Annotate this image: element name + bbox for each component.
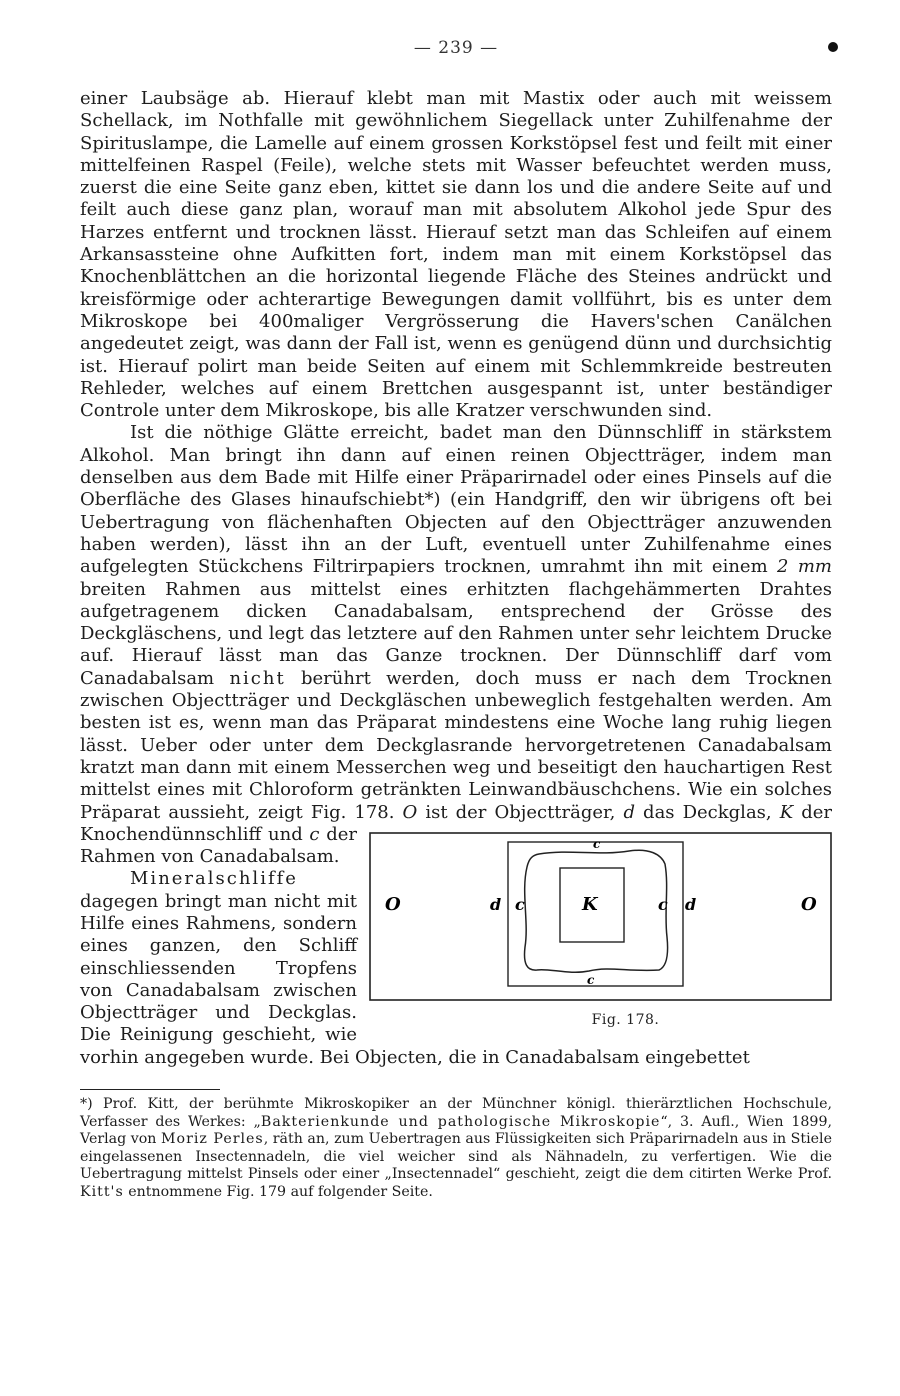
object-slide-outline [370, 833, 831, 1000]
label-O-right: O [801, 893, 817, 915]
footnote-text: “, 3. Aufl., Wien 1899, Verlag von [80, 1113, 832, 1148]
paragraph-text: der Knochendünnschliff und [80, 801, 832, 845]
label-d-left: d [490, 894, 502, 914]
figure-178-diagram [369, 832, 832, 1003]
paragraph-text: das Deckglas, [634, 801, 780, 823]
label-c-right: c [658, 894, 668, 914]
footnote-rule [80, 1089, 220, 1090]
label-d-right: d [685, 894, 697, 914]
paragraph-grinding: einer Laubsäge ab. Hierauf klebt man mit Mastix oder auch mit weissem Schellack, im Nothfalle mit gewöhnlichem Siegellack unter Zuhilfenahme der Spirituslampe, die Lamelle auf einem grossen Korkstöpsel fest und feilt mit einer mittelfeinen Raspel (Feile), welche stets mit Wasser befeuchtet werden muss, zuerst die eine Seite ganz eben, kittet sie dann los und die andere Seite auf und feilt auch diese ganz plan, worauf man mit absolutem Alkohol jede Spur des Harzes entfernt und trocknen lässt. Hierauf setzt man das Schleifen auf einem Arkansassteine ohne Aufkitten fort, indem man mit einem Korkstöpsel das Knochenblättchen an die horizontal liegende Fläche des Steines andrückt und kreisförmige oder achterartige Bewegungen damit vollführt, bis es unter dem Mikroskope bei 400maliger Vergrösserung die Havers'schen Canälchen angedeutet zeigt, was dann der Fall ist, wenn es genügend dünn und durchsichtig ist. Hierauf polirt man beide Seiten auf einem mit Schlemmkreide bestreuten Rehleder, welches auf einem Brettchen ausgespannt ist, unter beständiger Controle unter dem Mikroskope, bis alle Kratzer verschwunden sind. [80, 88, 832, 422]
book-page [80, 38, 832, 1202]
footnote-author: Kitt's [80, 1184, 124, 1201]
label-c-top: c [593, 836, 601, 851]
footnote-publisher: Moriz Perles [161, 1131, 264, 1148]
paragraph-text: dagegen bringt man nicht mit Hilfe eines Rahmens, sondern eines ganzen, den Schliff einschliessenden Tropfens von Canadabalsam zwischen Objectträger und Deckglas. Die Reinigung geschieht, wie vorhin angegeben wurde. Bei Objecten, die in Canadabalsam eingebettet [80, 890, 750, 1068]
figure-caption: Fig. 178. [591, 1011, 660, 1028]
label-O-left: O [385, 893, 401, 915]
emphasis-mineralschliffe: Mineralschliffe [130, 868, 298, 890]
emphasis-nicht: nicht [229, 667, 286, 689]
label-c-ref: c [309, 823, 320, 845]
label-c-bottom: c [587, 972, 595, 987]
footnote [80, 1096, 832, 1202]
footnote-text: entnommene Fig. 179 auf folgender Seite. [123, 1184, 433, 1201]
footnote-text: , räth an, zum Uebertragen aus Flüssigkeiten sich Präparirnadeln aus in Stiele eingelassenen Insectennadeln, die viel weicher sind als Nähnadeln, zu verfertigen. Wie die Uebertragung mittelst Pinsels oder einer „Insectennadel“ geschieht, zeigt die dem citirten Werke Prof. [80, 1131, 832, 1183]
paragraph-text: der Rahmen von Canadabalsam. [80, 823, 357, 868]
label-K: K [582, 893, 598, 915]
label-d-ref: d [623, 801, 635, 823]
unit-mm: 2 mm [777, 556, 833, 578]
label-c-left: c [515, 894, 525, 914]
page-number: — 239 — [413, 38, 499, 58]
footnote-text: *) Prof. Kitt, der berühmte Mikroskopiker an der Münchner königl. thierärztlichen Hochschule, Verfasser des Werkes: „ [80, 1096, 832, 1130]
paragraph-text: ist der Objectträger, [417, 801, 624, 823]
label-O-ref: O [402, 801, 418, 823]
footnote-book-title: Bakterienkunde und pathologische Mikroskopie [260, 1113, 661, 1130]
label-K-ref: K [779, 801, 794, 823]
figure-178 [369, 832, 832, 1031]
page-header [80, 38, 832, 88]
paragraph-text: breiten Rahmen aus mittelst eines erhitzten flachgehämmerten Drahtes aufgetragenem dicken Canadabalsam, entsprechend der Grösse des Deckgläschens, und legt das letztere auf den Rahmen unter sehr leichtem Drucke auf. Hierauf lässt man das Ganze trocknen. Der Dünnschliff darf vom Canadabalsam [80, 578, 832, 689]
paragraph-text: berührt werden, doch muss er nach dem Trocknen zwischen Objectträger und Deckgläschen unbeweglich festgehalten werden. Am besten ist es, wenn man das Präparat mindestens eine Woche lang ruhig liegen lässt. Ueber oder unter dem Deckglasrande hervorgetretenen Canadabalsam kratzt man dann mit einem Messerchen weg und beseitigt den hauchartigen Rest mittelst eines mit Chloroform getränkten Leinwandbäuschchens. Wie ein solches Präparat aussieht, zeigt Fig. 178. [80, 667, 832, 823]
paragraph-text: Ist die nöthige Glätte erreicht, badet man den Dünnschliff in stärkstem Alkohol. Man bringt ihn dann auf einen reinen Objectträger, indem man denselben aus dem Bade mit Hilfe einer Präparirnadel oder eines Pinsels auf die Oberfläche des Glases hinaufschiebt*) (ein Handgriff, den wir übrigens oft bei Uebertragung von flächenhaften Objecten auf den Objectträger anzuwenden haben werden), lässt ihn an der Luft, eventuell unter Zuhilfenahme eines aufgelegten Stückchens Filtrirpapiers trocknen, umrahmt ihn mit einem [80, 422, 832, 578]
ink-dot-mark [828, 42, 838, 52]
